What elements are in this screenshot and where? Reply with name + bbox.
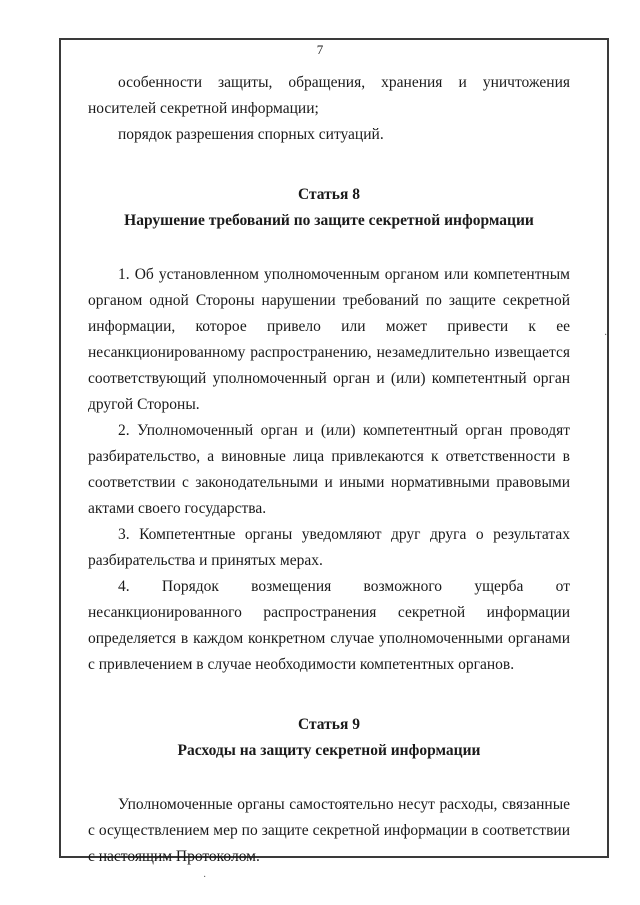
article-9-heading: Расходы на защиту секретной информации — [177, 742, 481, 759]
article-8-paragraph-3: 3. Компетентные органы уведомляют друг друга о результатах разбирательства и принятых мерах. — [88, 526, 570, 569]
scan-speck: · — [203, 872, 207, 883]
intro-paragraph-2: порядок разрешения спорных ситуаций. — [118, 126, 384, 143]
article-8-heading: Нарушение требований по защите секретной информации — [124, 212, 534, 229]
article-9-paragraph-1: Уполномоченные органы самостоятельно несут расходы, связанные с осуществлением мер по защите секретной информации в соответствии с настоящим Протоколом. — [88, 796, 570, 865]
article-8-paragraph-2: 2. Уполномоченный орган и (или) компетентный орган проводят разбирательство, а виновные лица привлекаются к ответственности в соответствии с законодательными и иными нормативными правовыми актами своего государства. — [88, 422, 570, 517]
page-number: 7 — [316, 42, 324, 57]
intro-paragraph-1: особенности защиты, обращения, хранения и уничтожения носителей секретной информации; — [88, 74, 570, 117]
article-8-title: Статья 8 — [298, 186, 360, 203]
document-body — [88, 70, 570, 870]
article-9-title: Статья 9 — [298, 716, 360, 733]
scan-speck: · — [604, 330, 608, 341]
article-8-paragraph-1: 1. Об установленном уполномоченным органом или компетентным органом одной Стороны нарушении требований по защите секретной информации, которое привело или может привести к ее несанкционированному распространению, незамедлительно извещается соответствующий уполномоченный орган и (или) компетентный орган другой Стороны. — [88, 266, 570, 413]
article-8-paragraph-4: 4. Порядок возмещения возможного ущерба от несанкционированного распространения секретной информации определяется в каждом конкретном случае уполномоченными органами с привлечением в случае необходимости компетентных органов. — [88, 578, 570, 673]
